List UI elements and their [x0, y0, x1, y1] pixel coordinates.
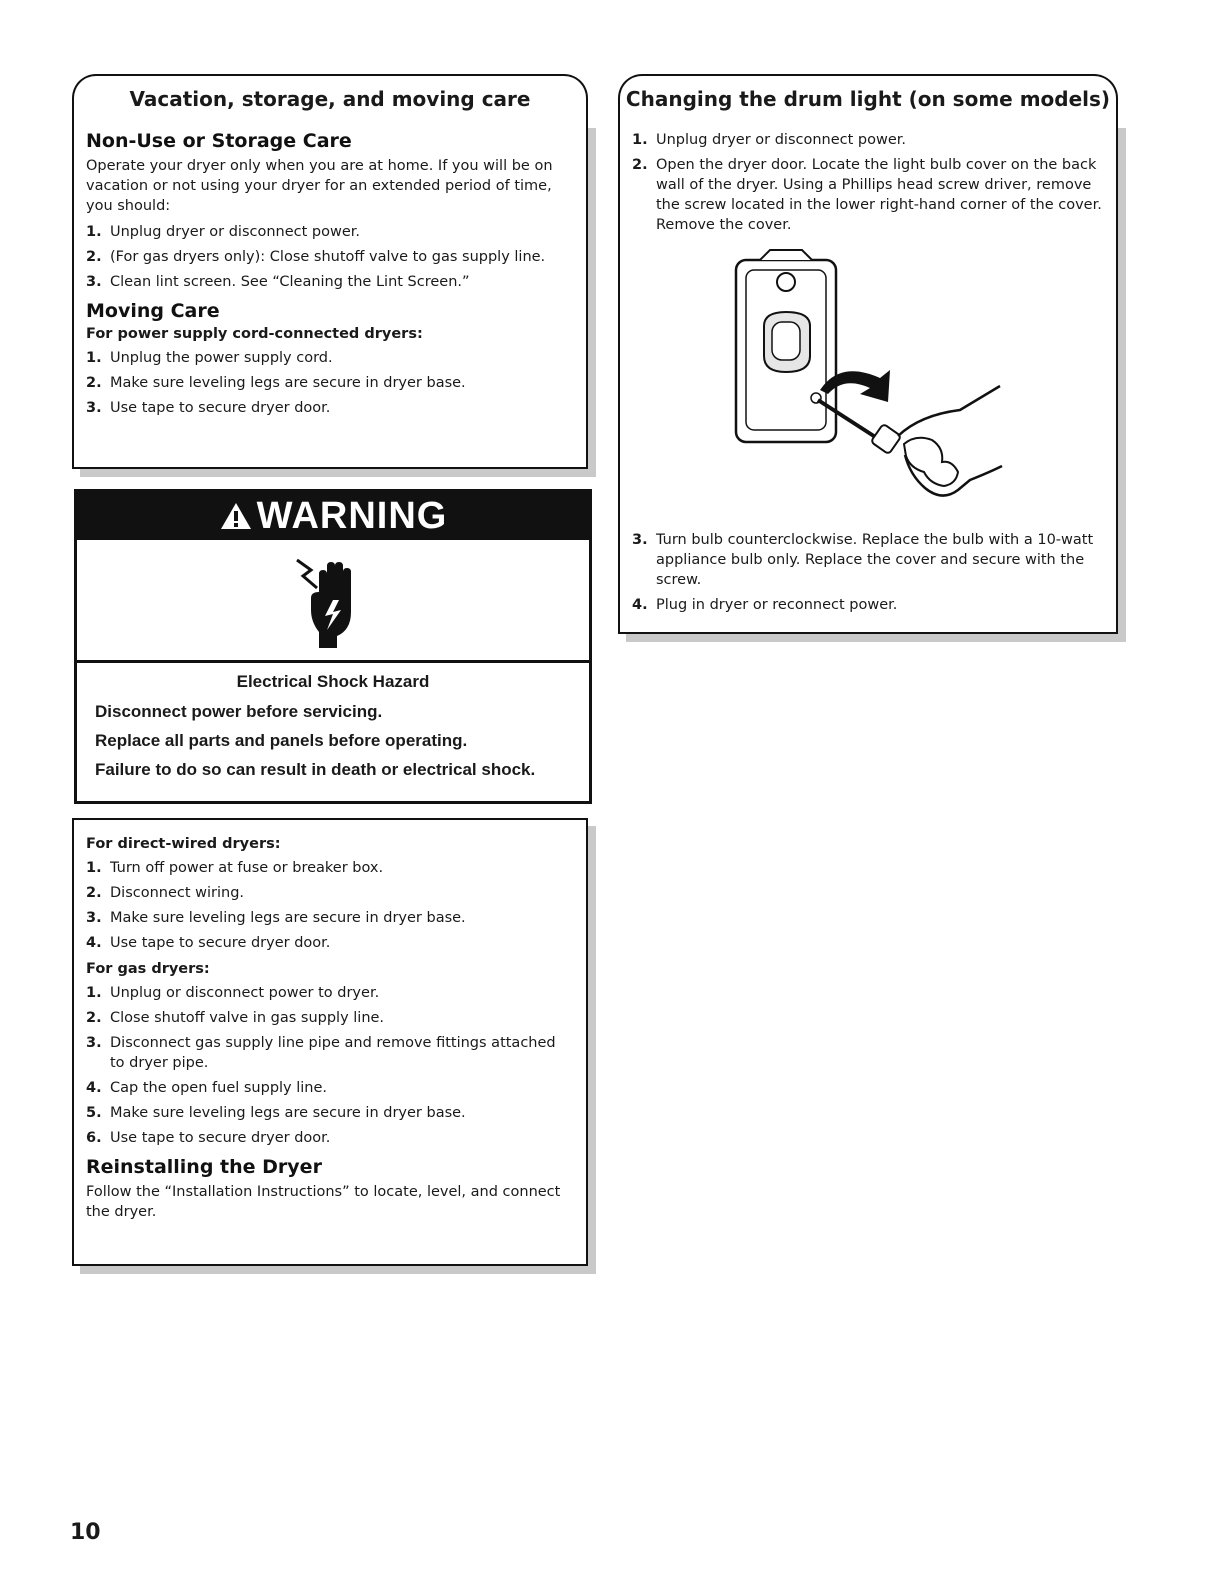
list-item [86, 222, 566, 242]
list-item [86, 1078, 566, 1098]
step-number: 1. [632, 132, 648, 148]
list-item [86, 858, 566, 878]
warning-title: Electrical Shock Hazard [236, 672, 430, 691]
step-text: Plug in dryer or reconnect power. [656, 597, 898, 613]
step-number: 2. [86, 885, 102, 901]
direct-subheading: For direct-wired dryers: [86, 836, 281, 852]
step-number: 3. [86, 274, 102, 290]
step-text: Use tape to secure dryer door. [110, 400, 331, 416]
warning-line: Disconnect power before servicing. [95, 702, 383, 721]
list-item [86, 398, 566, 418]
step-text: Turn bulb counterclockwise. Replace the bulb with a 10-watt appliance bulb only. Replace the cover and secure with the screw. [656, 532, 1094, 588]
step-text: Unplug dryer or disconnect power. [656, 132, 907, 148]
drum-light-body-top [632, 130, 1102, 243]
drum-light-body-bottom [632, 530, 1102, 623]
page-number: 10 [70, 1520, 101, 1545]
warning-icon-area [77, 540, 589, 663]
cover-top-hole [777, 273, 795, 291]
step-text: Use tape to secure dryer door. [110, 935, 331, 951]
gas-steps [86, 983, 566, 1148]
reinstall-heading: Reinstalling the Dryer [86, 1156, 322, 1178]
step-number: 1. [86, 224, 102, 240]
warning-line: Failure to do so can result in death or electrical shock. [95, 760, 536, 779]
moving-heading: Moving Care [86, 300, 220, 322]
electrical-shock-hand-icon [289, 552, 369, 652]
drum-light-cover-illustration [720, 240, 1020, 510]
warning-header-text: WARNING [256, 494, 448, 537]
list-item [86, 983, 566, 1003]
step-number: 3. [86, 400, 102, 416]
cord-steps [86, 348, 566, 418]
warning-triangle-icon [219, 501, 253, 531]
gas-subheading: For gas dryers: [86, 961, 210, 977]
cord-subheading: For power supply cord-connected dryers: [86, 326, 423, 342]
step-number: 2. [632, 157, 648, 173]
list-item [86, 933, 566, 953]
step-number: 1. [86, 350, 102, 366]
list-item [86, 247, 566, 267]
step-text: Clean lint screen. See “Cleaning the Lint Screen.” [110, 274, 470, 290]
step-text: Make sure leveling legs are secure in dryer base. [110, 1105, 466, 1121]
step-number: 2. [86, 1010, 102, 1026]
vacation-care-title: Vacation, storage, and moving care [72, 74, 588, 122]
step-text: Close shutoff valve in gas supply line. [110, 1010, 385, 1026]
step-text: Make sure leveling legs are secure in dryer base. [110, 375, 466, 391]
step-text: Turn off power at fuse or breaker box. [110, 860, 384, 876]
step-number: 1. [86, 985, 102, 1001]
step-number: 2. [86, 249, 102, 265]
step-text: Use tape to secure dryer door. [110, 1130, 331, 1146]
step-text: (For gas dryers only): Close shutoff valve to gas supply line. [110, 249, 546, 265]
step-number: 2. [86, 375, 102, 391]
step-text: Disconnect wiring. [110, 885, 245, 901]
step-text: Cap the open fuel supply line. [110, 1080, 328, 1096]
step-number: 3. [632, 532, 648, 548]
list-item [86, 373, 566, 393]
step-text: Make sure leveling legs are secure in dryer base. [110, 910, 466, 926]
step-number: 5. [86, 1105, 102, 1121]
step-text: Disconnect gas supply line pipe and remove fittings attached to dryer pipe. [110, 1035, 556, 1071]
list-item [632, 130, 1102, 150]
list-item [86, 883, 566, 903]
drum-light-steps-after [632, 530, 1102, 615]
list-item [86, 272, 566, 292]
vacation-care-body [86, 130, 566, 426]
list-item [86, 1033, 566, 1073]
step-number: 1. [86, 860, 102, 876]
reinstall-text: Follow the “Installation Instructions” to locate, level, and connect the dryer. [86, 1184, 561, 1220]
step-text: Unplug the power supply cord. [110, 350, 333, 366]
step-number: 3. [86, 910, 102, 926]
drum-light-title: Changing the drum light (on some models) [618, 74, 1118, 122]
nonuse-steps [86, 222, 566, 292]
list-item [632, 155, 1102, 235]
list-item [86, 1008, 566, 1028]
step-number: 4. [86, 935, 102, 951]
list-item [86, 908, 566, 928]
warning-header [77, 492, 589, 540]
list-item [86, 348, 566, 368]
drum-light-steps-before [632, 130, 1102, 235]
step-number: 4. [632, 597, 648, 613]
moving-continued-body [86, 832, 566, 1228]
step-text: Open the dryer door. Locate the light bulb cover on the back wall of the dryer. Using a Phillips head screw driver, remove the screw located in the lower right-hand corner of the cover. Remove the cover. [656, 157, 1102, 233]
step-number: 4. [86, 1080, 102, 1096]
list-item [86, 1103, 566, 1123]
step-number: 6. [86, 1130, 102, 1146]
list-item [632, 595, 1102, 615]
warning-box [74, 489, 592, 804]
nonuse-heading: Non-Use or Storage Care [86, 130, 352, 152]
direct-steps [86, 858, 566, 953]
warning-text [95, 672, 571, 789]
step-text: Unplug dryer or disconnect power. [110, 224, 361, 240]
nonuse-intro: Operate your dryer only when you are at home. If you will be on vacation or not using your dryer for an extended period of time, you should: [86, 158, 553, 214]
list-item [86, 1128, 566, 1148]
step-text: Unplug or disconnect power to dryer. [110, 985, 380, 1001]
list-item [632, 530, 1102, 590]
warning-line: Replace all parts and panels before operating. [95, 731, 468, 750]
step-number: 3. [86, 1035, 102, 1051]
